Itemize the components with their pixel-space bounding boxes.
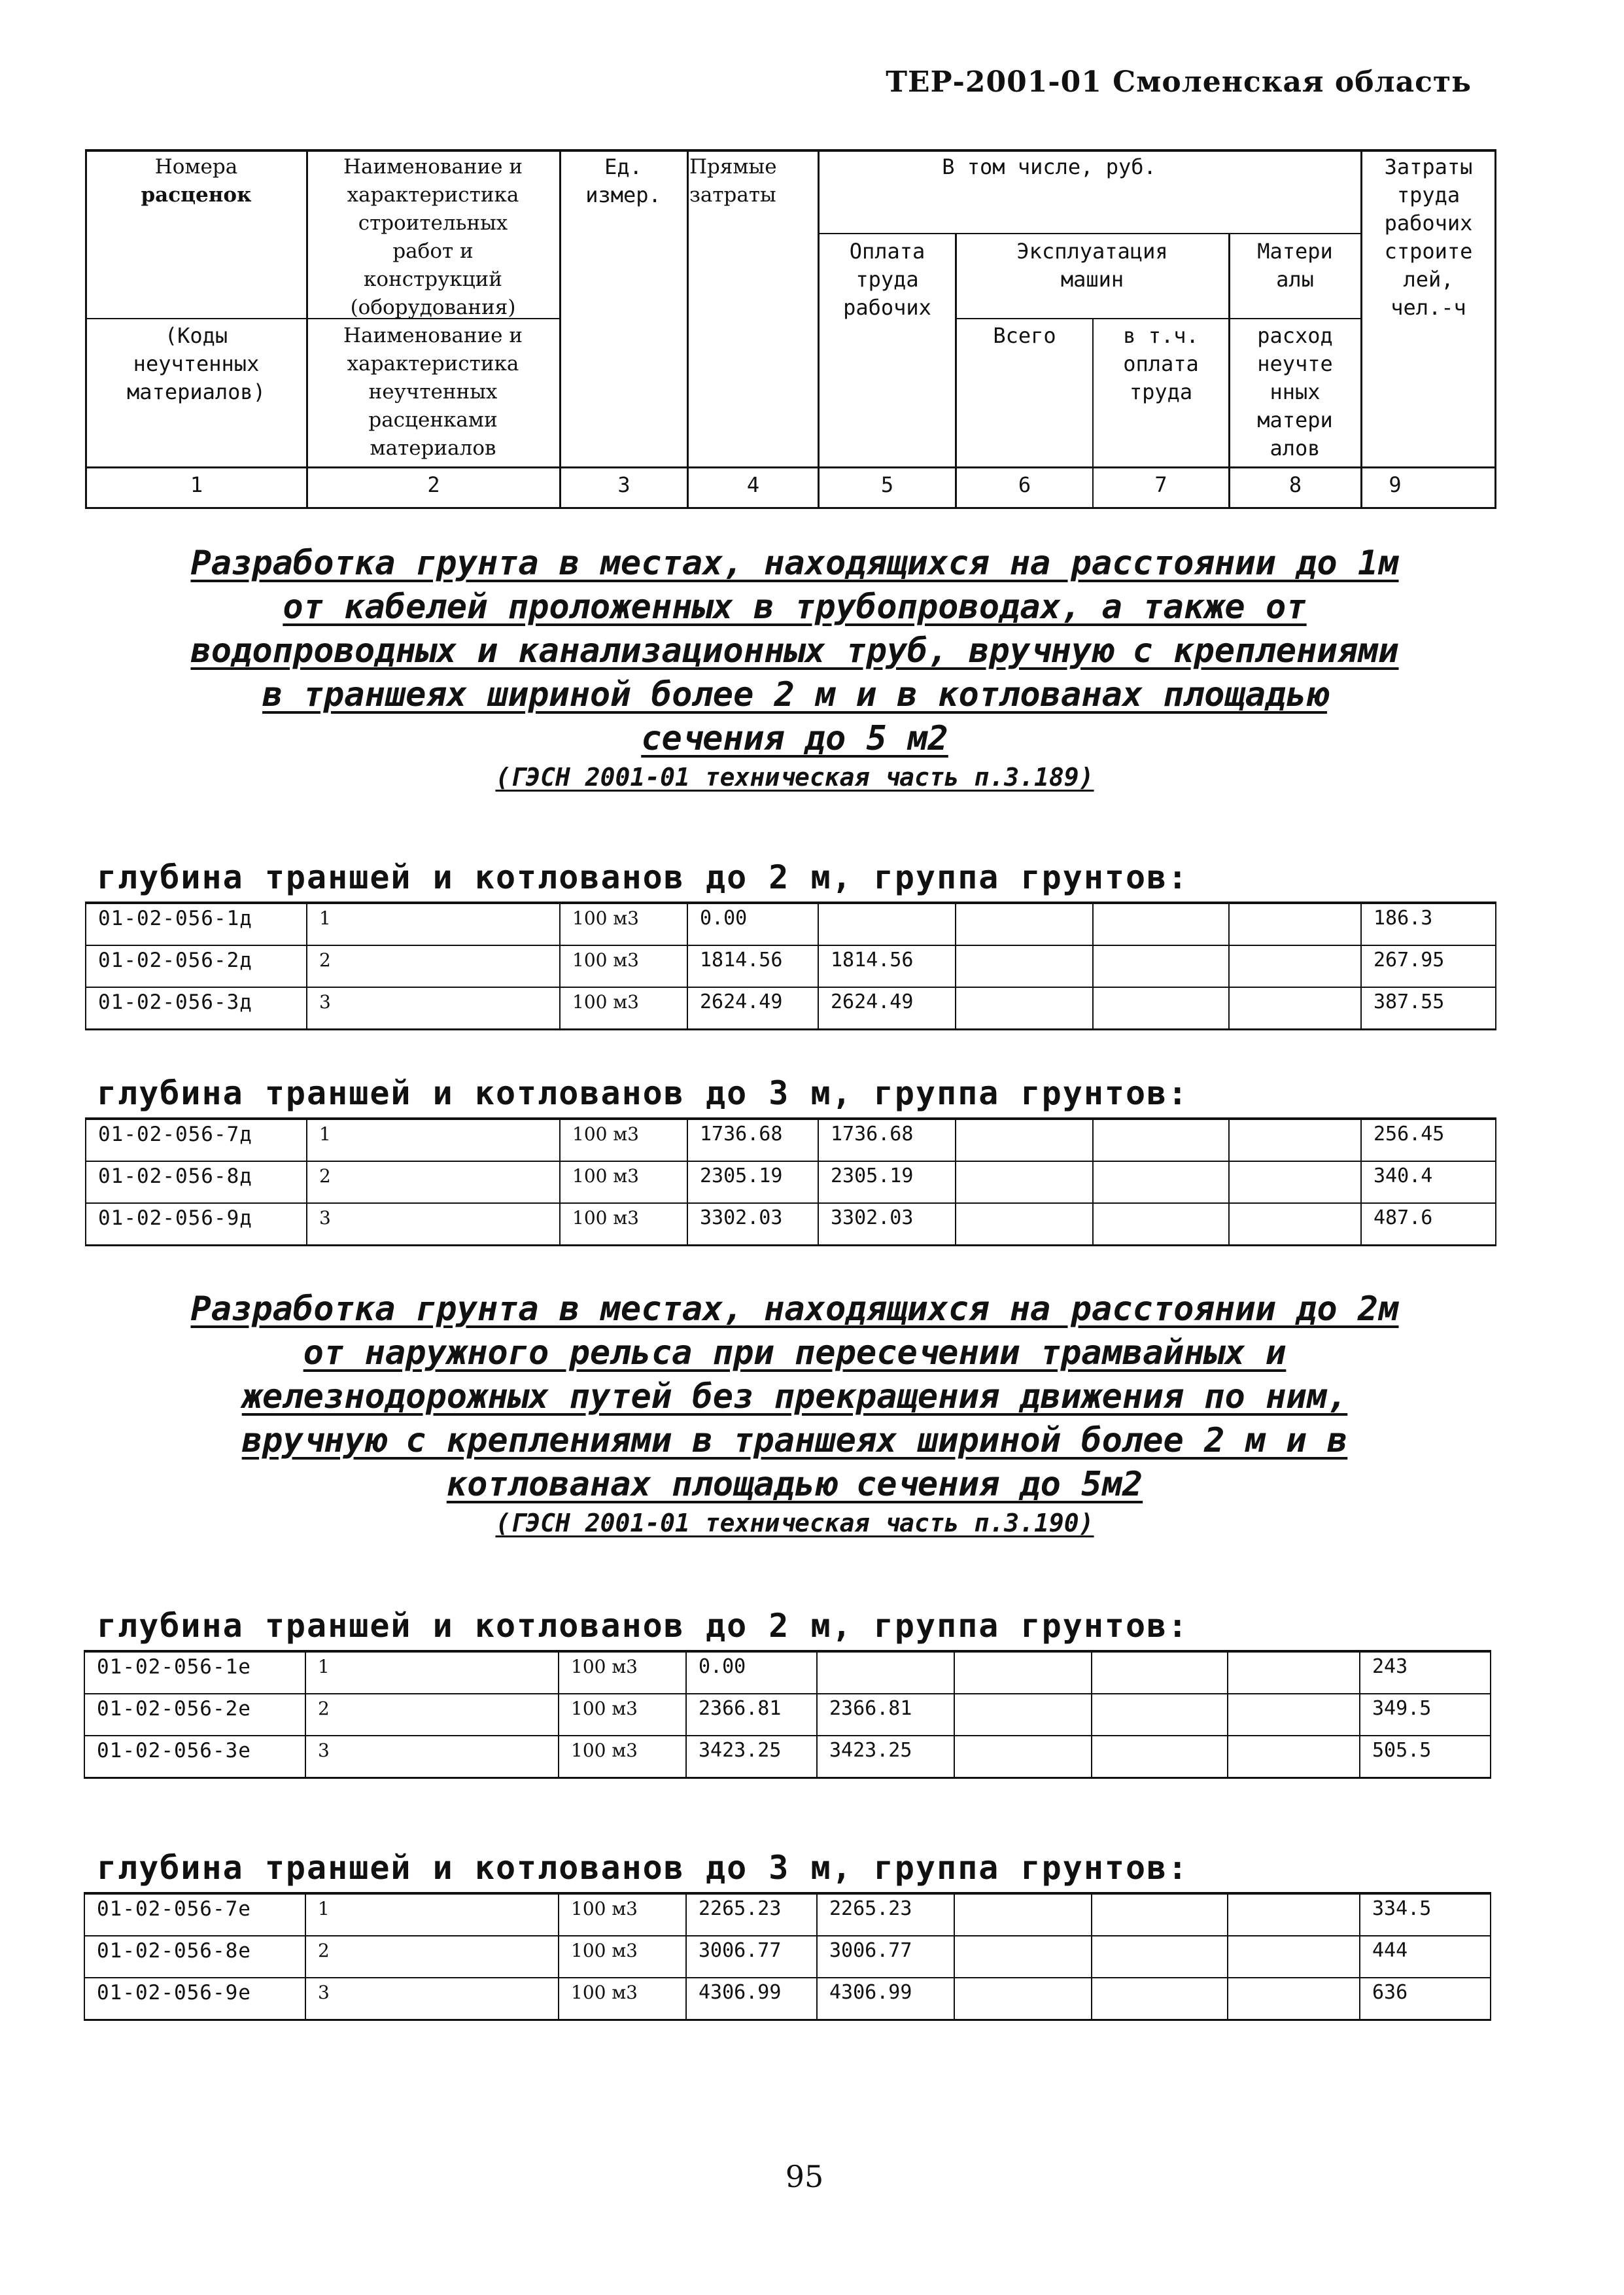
col2-subheader-line: расценками <box>368 408 498 432</box>
machines-total <box>956 987 1093 1030</box>
direct-costs: 0.00 <box>687 903 818 945</box>
col2-header-line: конструкций <box>364 268 502 291</box>
machines-labor <box>1093 903 1229 945</box>
rate-code: 01-02-056-8д <box>86 1161 307 1203</box>
rate-code: 01-02-056-3е <box>84 1736 305 1778</box>
rates-table <box>85 902 1496 1030</box>
rate-name: 2 <box>307 945 560 987</box>
labor-hours: 340.4 <box>1361 1161 1496 1203</box>
labor-wages: 1736.68 <box>818 1119 956 1161</box>
machines-labor <box>1092 1936 1228 1978</box>
labor-hours: 349.5 <box>1360 1694 1491 1736</box>
column-number: 1 <box>190 472 203 497</box>
rate-code: 01-02-056-2е <box>84 1694 305 1736</box>
section-title-line: котлованах площадью сечения до 5м2 <box>446 1465 1143 1504</box>
machines-labor <box>1092 1893 1228 1936</box>
machines-labor <box>1093 1161 1229 1203</box>
direct-costs: 4306.99 <box>686 1978 817 2020</box>
col4-header-line: затраты <box>689 183 776 207</box>
section-reference <box>92 763 1498 792</box>
section-title-line: водопроводных и канализационных труб, вручную с креплениями <box>190 631 1399 671</box>
labor-wages: 2305.19 <box>818 1161 956 1203</box>
col1-subheader-line: материалов) <box>127 379 266 404</box>
machines-total <box>954 1978 1092 2020</box>
table-row <box>84 1893 1491 1936</box>
machines-total <box>954 1651 1092 1694</box>
in-total-header: В том числе, руб. <box>942 154 1156 179</box>
page-number: 95 <box>785 2159 824 2194</box>
rate-code: 01-02-056-8е <box>84 1936 305 1978</box>
materials <box>1228 1694 1360 1736</box>
col3-header <box>561 153 685 209</box>
col5-header <box>820 237 954 322</box>
table-row <box>84 1978 1491 2020</box>
col2-subheader-line: характеристика <box>347 352 519 376</box>
section-title-line: Разработка грунта в местах, находящихся на расстоянии до 1м <box>190 544 1399 583</box>
rate-name: 3 <box>305 1978 559 2020</box>
table-row <box>86 1119 1496 1161</box>
machines-labor <box>1093 987 1229 1030</box>
rate-unit: 100 м3 <box>560 903 687 945</box>
rate-code: 01-02-056-2д <box>86 945 307 987</box>
col5-header-line: труда <box>855 267 919 292</box>
col2-header-line: Наименование и <box>343 155 523 179</box>
col2-subheader-line: Наименование и <box>343 324 523 347</box>
rates-table <box>84 1892 1491 2021</box>
col2-header-line: характеристика <box>347 183 519 207</box>
section-title-line: железнодорожных путей без прекращения движения по ним, <box>241 1377 1348 1416</box>
col5-header-line: Оплата <box>849 239 925 264</box>
machines-total <box>956 1203 1093 1246</box>
machines-labor <box>1093 1203 1229 1246</box>
rate-name: 1 <box>307 1119 560 1161</box>
section-title <box>92 542 1498 761</box>
col9-header <box>1363 153 1494 322</box>
col9-header-line: чел.-ч <box>1391 295 1466 320</box>
labor-hours: 256.45 <box>1361 1119 1496 1161</box>
col1-subheader-line: (Коды <box>164 323 228 348</box>
machines-labor <box>1092 1736 1228 1778</box>
rate-code: 01-02-056-1е <box>84 1651 305 1694</box>
machines-total <box>954 1694 1092 1736</box>
rate-code: 01-02-056-1д <box>86 903 307 945</box>
col2-subheader-line: неучтенных <box>368 380 498 404</box>
rates-table <box>85 1117 1496 1246</box>
rate-name: 1 <box>307 903 560 945</box>
labor-wages: 3423.25 <box>817 1736 954 1778</box>
rate-code: 01-02-056-9д <box>86 1203 307 1246</box>
direct-costs: 2305.19 <box>687 1161 818 1203</box>
column-number: 5 <box>880 472 894 497</box>
group-heading: глубина траншей и котлованов до 3 м, группа грунтов: <box>97 1849 1189 1887</box>
direct-costs: 3302.03 <box>687 1203 818 1246</box>
table-row <box>86 945 1496 987</box>
column-number: 7 <box>1154 472 1167 497</box>
rate-unit: 100 м3 <box>559 1936 686 1978</box>
rate-code: 01-02-056-9е <box>84 1978 305 2020</box>
col2-header <box>309 153 557 322</box>
rate-code: 01-02-056-7е <box>84 1893 305 1936</box>
direct-costs: 2366.81 <box>686 1694 817 1736</box>
labor-hours: 243 <box>1360 1651 1491 1694</box>
col2-subheader <box>309 322 557 463</box>
labor-hours: 387.55 <box>1361 987 1496 1030</box>
materials <box>1228 1936 1360 1978</box>
materials <box>1228 1651 1360 1694</box>
labor-wages: 2265.23 <box>817 1893 954 1936</box>
rate-unit: 100 м3 <box>559 1694 686 1736</box>
col2-header-line: строительных <box>358 211 508 235</box>
col1-subheader <box>88 322 304 406</box>
col1-header <box>88 153 304 209</box>
rate-unit: 100 м3 <box>560 1119 687 1161</box>
column-number: 6 <box>1018 472 1031 497</box>
machines-labor <box>1093 945 1229 987</box>
col8-subheader <box>1231 322 1359 463</box>
materials <box>1229 903 1361 945</box>
column-header-table <box>85 149 1496 509</box>
table-row <box>84 1736 1491 1778</box>
rate-name: 3 <box>307 987 560 1030</box>
direct-costs: 3423.25 <box>686 1736 817 1778</box>
direct-costs: 2265.23 <box>686 1893 817 1936</box>
rate-name: 1 <box>305 1893 559 1936</box>
col8-header <box>1231 237 1359 294</box>
section-title <box>92 1288 1498 1507</box>
table-row <box>84 1651 1491 1694</box>
rate-unit: 100 м3 <box>559 1978 686 2020</box>
table-row <box>84 1694 1491 1736</box>
labor-wages <box>817 1651 954 1694</box>
col8-subheader-line: неучте <box>1257 351 1333 376</box>
col7-header-line: труда <box>1129 379 1193 404</box>
col7-header <box>1094 322 1228 406</box>
direct-costs: 1736.68 <box>687 1119 818 1161</box>
col7-header-line: оплата <box>1123 351 1199 376</box>
col2-header-line: работ и <box>392 239 474 263</box>
labor-wages: 1814.56 <box>818 945 956 987</box>
col8-header-line: Матери <box>1257 239 1333 264</box>
rate-code: 01-02-056-3д <box>86 987 307 1030</box>
materials <box>1229 1119 1361 1161</box>
column-number: 3 <box>617 472 631 497</box>
rate-name: 2 <box>305 1936 559 1978</box>
group-heading: глубина траншей и котлованов до 2 м, группа грунтов: <box>97 1607 1189 1645</box>
materials <box>1229 987 1361 1030</box>
materials <box>1228 1978 1360 2020</box>
rate-unit: 100 м3 <box>560 1203 687 1246</box>
machines-total <box>956 1161 1093 1203</box>
col4-header-line: Прямые <box>689 155 777 179</box>
labor-hours: 186.3 <box>1361 903 1496 945</box>
col8-header-line: алы <box>1276 267 1314 292</box>
labor-hours: 267.95 <box>1361 945 1496 987</box>
direct-costs: 1814.56 <box>687 945 818 987</box>
table-row <box>86 903 1496 945</box>
section-title-line: сечения до 5 м2 <box>641 719 948 758</box>
direct-costs: 3006.77 <box>686 1936 817 1978</box>
rate-name: 1 <box>305 1651 559 1694</box>
machines-labor <box>1092 1978 1228 2020</box>
section-title-line: в траншеях шириной более 2 м и в котлованах площадью <box>262 675 1327 714</box>
rate-unit: 100 м3 <box>560 1161 687 1203</box>
column-number: 2 <box>427 472 440 497</box>
rates-table <box>84 1650 1491 1779</box>
col1-header-line: Номера <box>154 155 238 179</box>
machines-header-line: Эксплуатация <box>1016 239 1168 264</box>
page-title: ТЕР-2001-01 Смоленская область <box>886 65 1472 99</box>
col8-subheader-line: алов <box>1270 436 1321 461</box>
table-row <box>86 1161 1496 1203</box>
group-heading: глубина траншей и котлованов до 2 м, группа грунтов: <box>97 858 1189 896</box>
direct-costs: 0.00 <box>686 1651 817 1694</box>
column-number: 9 <box>1389 472 1402 497</box>
col3-header-line: измер. <box>585 183 661 207</box>
machines-header <box>958 237 1227 294</box>
direct-costs: 2624.49 <box>687 987 818 1030</box>
col5-header-line: рабочих <box>843 295 931 320</box>
machines-total <box>954 1736 1092 1778</box>
table-row <box>86 987 1496 1030</box>
col9-header-line: строите <box>1384 239 1473 264</box>
column-number: 8 <box>1288 472 1302 497</box>
section-reference-text: (ГЭСН 2001-01 техническая часть п.3.190) <box>495 1509 1094 1537</box>
col7-header-line: в т.ч. <box>1123 323 1199 348</box>
rate-name: 2 <box>307 1161 560 1203</box>
rate-unit: 100 м3 <box>559 1651 686 1694</box>
materials <box>1229 1161 1361 1203</box>
section-reference-text: (ГЭСН 2001-01 техническая часть п.3.189) <box>495 763 1094 792</box>
col4-header <box>689 153 801 209</box>
labor-hours: 487.6 <box>1361 1203 1496 1246</box>
col8-subheader-line: матери <box>1257 408 1333 432</box>
labor-hours: 334.5 <box>1360 1893 1491 1936</box>
table-row <box>86 1203 1496 1246</box>
col2-subheader-line: материалов <box>370 436 496 460</box>
machines-header-line: машин <box>1060 267 1124 292</box>
rate-code: 01-02-056-7д <box>86 1119 307 1161</box>
rate-name: 3 <box>305 1736 559 1778</box>
col6-header: Всего <box>993 323 1056 348</box>
col9-header-line: лей, <box>1403 267 1454 292</box>
labor-wages: 2624.49 <box>818 987 956 1030</box>
section-title-line: от кабелей проложенных в трубопроводах, а также от <box>283 587 1307 627</box>
section-title-line: вручную с креплениями в траншеях шириной более 2 м и в <box>241 1421 1348 1460</box>
section-title-line: Разработка грунта в местах, находящихся на расстоянии до 2м <box>190 1289 1399 1329</box>
labor-wages: 3006.77 <box>817 1936 954 1978</box>
labor-hours: 636 <box>1360 1978 1491 2020</box>
rate-unit: 100 м3 <box>560 945 687 987</box>
rate-name: 3 <box>307 1203 560 1246</box>
col1-subheader-line: неучтенных <box>133 351 260 376</box>
machines-total <box>956 1119 1093 1161</box>
table-row <box>84 1936 1491 1978</box>
column-number: 4 <box>746 472 760 497</box>
group-heading: глубина траншей и котлованов до 3 м, группа грунтов: <box>97 1074 1189 1112</box>
materials <box>1228 1736 1360 1778</box>
col9-header-line: Затраты <box>1384 154 1473 179</box>
section-reference <box>92 1509 1498 1537</box>
machines-labor <box>1092 1651 1228 1694</box>
machines-total <box>954 1936 1092 1978</box>
labor-wages <box>818 903 956 945</box>
labor-hours: 505.5 <box>1360 1736 1491 1778</box>
col3-header-line: Ед. <box>604 154 642 179</box>
labor-wages: 2366.81 <box>817 1694 954 1736</box>
machines-labor <box>1092 1694 1228 1736</box>
machines-total <box>956 903 1093 945</box>
machines-total <box>954 1893 1092 1936</box>
labor-wages: 3302.03 <box>818 1203 956 1246</box>
materials <box>1229 945 1361 987</box>
col9-header-line: труда <box>1396 183 1460 207</box>
labor-wages: 4306.99 <box>817 1978 954 2020</box>
labor-hours: 444 <box>1360 1936 1491 1978</box>
col8-subheader-line: расход <box>1257 323 1333 348</box>
rate-unit: 100 м3 <box>559 1893 686 1936</box>
col1-header-line: расценок <box>141 183 252 207</box>
section-title-line: от наружного рельса при пересечении трамвайных и <box>303 1333 1287 1373</box>
materials <box>1229 1203 1361 1246</box>
col2-header-line: (оборудования) <box>350 296 516 319</box>
col9-header-line: рабочих <box>1384 211 1473 236</box>
rate-unit: 100 м3 <box>559 1736 686 1778</box>
rate-name: 2 <box>305 1694 559 1736</box>
col8-subheader-line: нных <box>1270 379 1321 404</box>
rate-unit: 100 м3 <box>560 987 687 1030</box>
machines-total <box>956 945 1093 987</box>
materials <box>1228 1893 1360 1936</box>
machines-labor <box>1093 1119 1229 1161</box>
